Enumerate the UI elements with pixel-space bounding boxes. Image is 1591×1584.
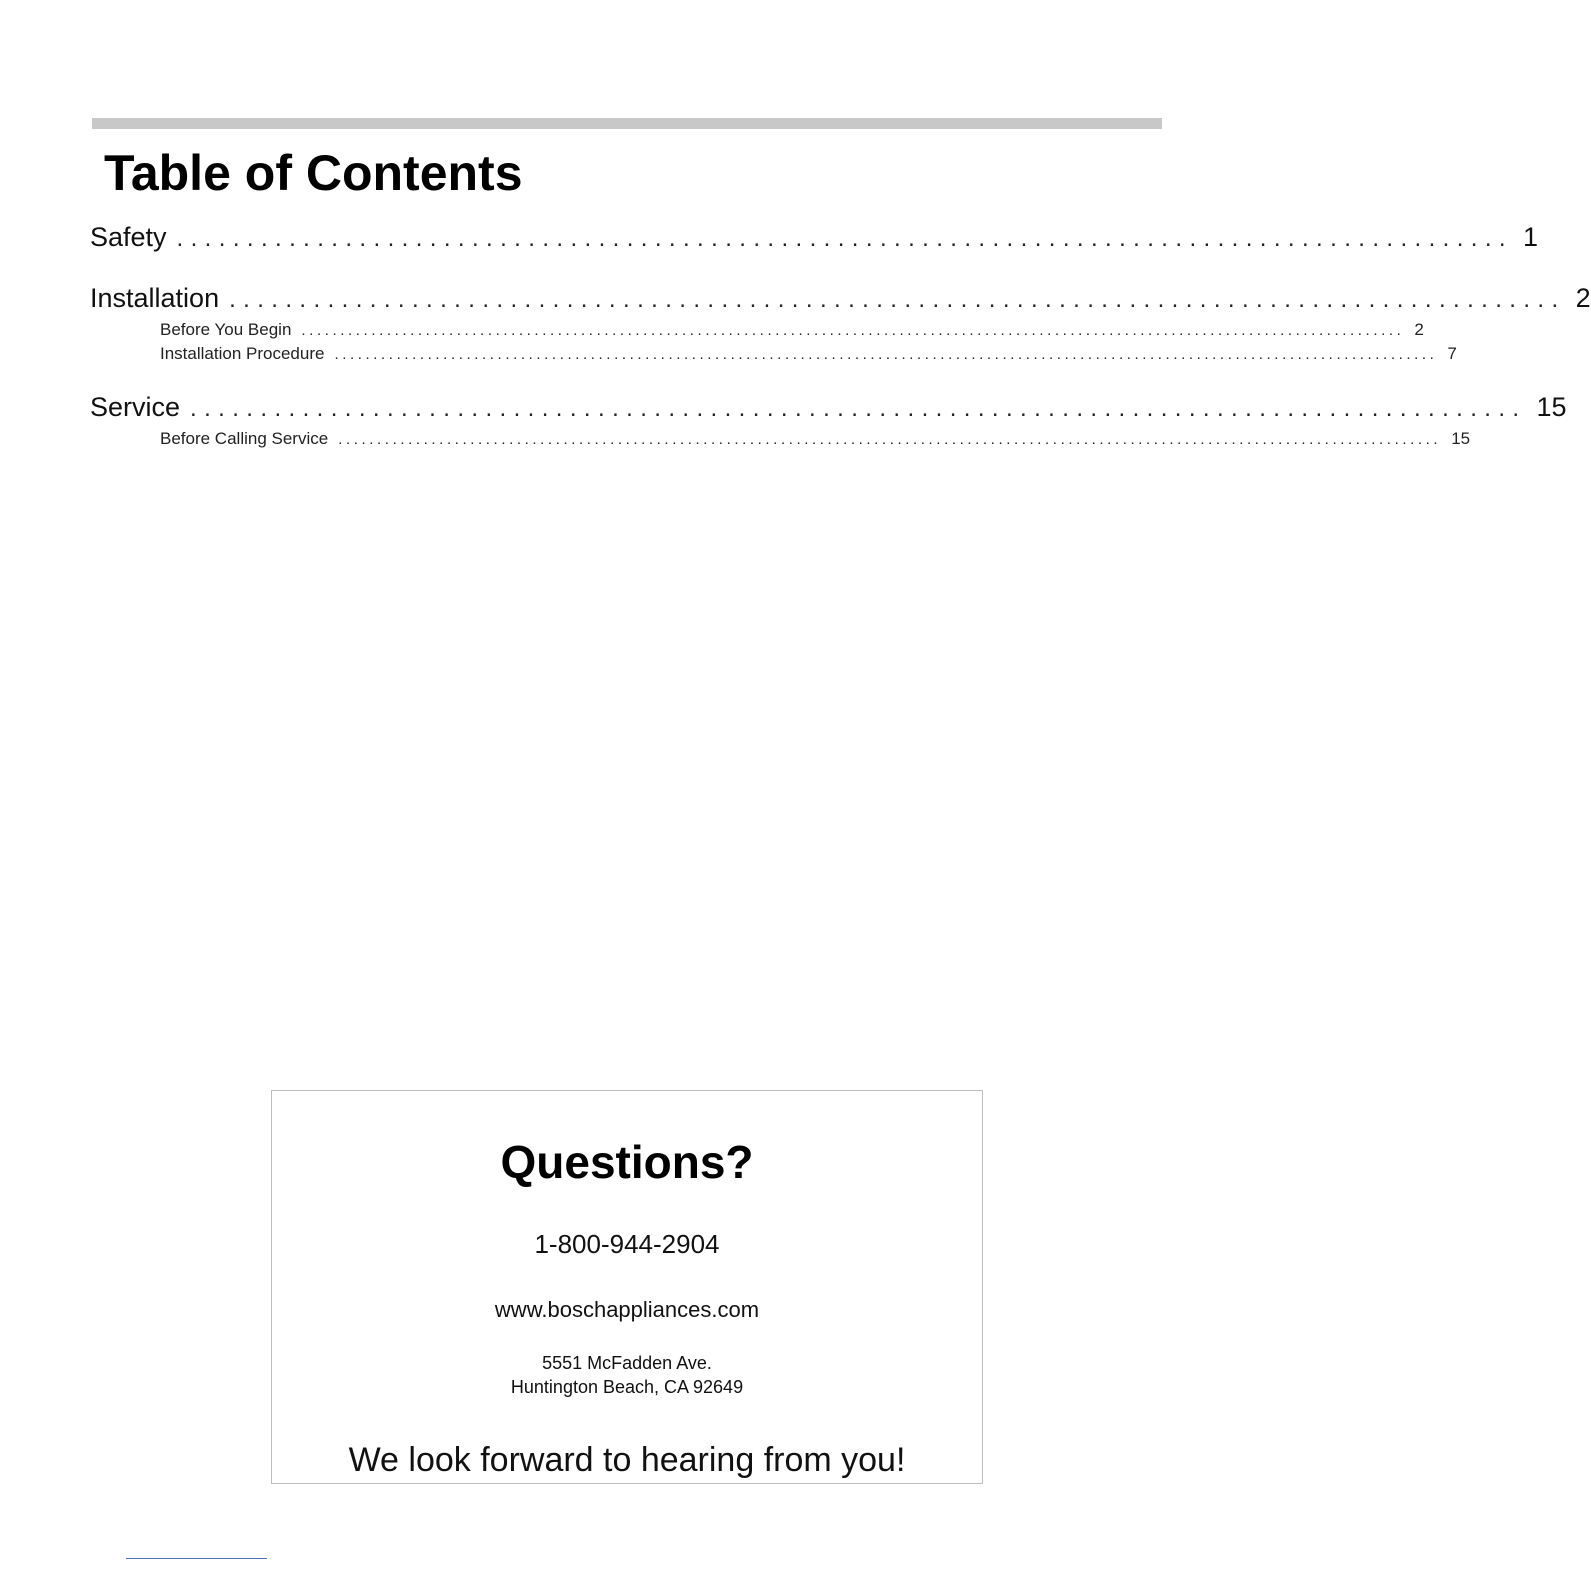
header-rule — [92, 118, 1162, 129]
address-line-1: 5551 McFadden Ave. — [542, 1353, 712, 1373]
address-line-2: Huntington Beach, CA 92649 — [510, 1377, 744, 1397]
toc-label: Installation — [90, 283, 220, 313]
toc-entry-before-calling-service[interactable] — [160, 429, 1471, 451]
toc-label: Safety — [90, 222, 167, 252]
toc-leader: ............................................................................................... — [176, 225, 1514, 252]
footer-rule — [126, 1558, 267, 1559]
questions-title: Questions? — [500, 1136, 754, 1188]
toc-label: Installation Procedure — [160, 344, 325, 363]
phone-number[interactable]: 1-800-944-2904 — [534, 1229, 720, 1259]
toc-page-number: 7 — [1447, 344, 1457, 363]
website-link[interactable]: www.boschappliances.com — [494, 1297, 760, 1322]
toc-leader: .............................................................................................................................................. — [334, 346, 1438, 363]
toc-page-number: 1 — [1523, 222, 1539, 252]
toc-page-number: 2 — [1575, 283, 1591, 313]
toc-leader: ............................................................................................... — [190, 395, 1527, 422]
toc-entry-installation[interactable] — [90, 283, 1591, 317]
toc-entry-before-you-begin[interactable] — [160, 320, 1424, 342]
toc-label: Before Calling Service — [160, 429, 329, 448]
toc-page-number: 15 — [1536, 392, 1567, 422]
toc-entry-installation-procedure[interactable] — [160, 344, 1457, 366]
toc-entry-safety[interactable] — [90, 222, 1539, 256]
toc-leader: .............................................................................................................................................. — [338, 431, 1442, 448]
toc-entry-service[interactable] — [90, 392, 1567, 426]
toc-label: Service — [90, 392, 181, 422]
closing-message: We look forward to hearing from you! — [348, 1441, 906, 1479]
toc-page-number: 2 — [1414, 320, 1424, 339]
toc-label: Before You Begin — [160, 320, 292, 339]
questions-box — [271, 1090, 983, 1484]
toc-leader: .............................................................................................................................................. — [301, 322, 1405, 339]
toc-leader: ............................................................................................... — [229, 286, 1566, 313]
page-title: Table of Contents — [104, 145, 523, 201]
toc-page-number: 15 — [1451, 429, 1471, 448]
